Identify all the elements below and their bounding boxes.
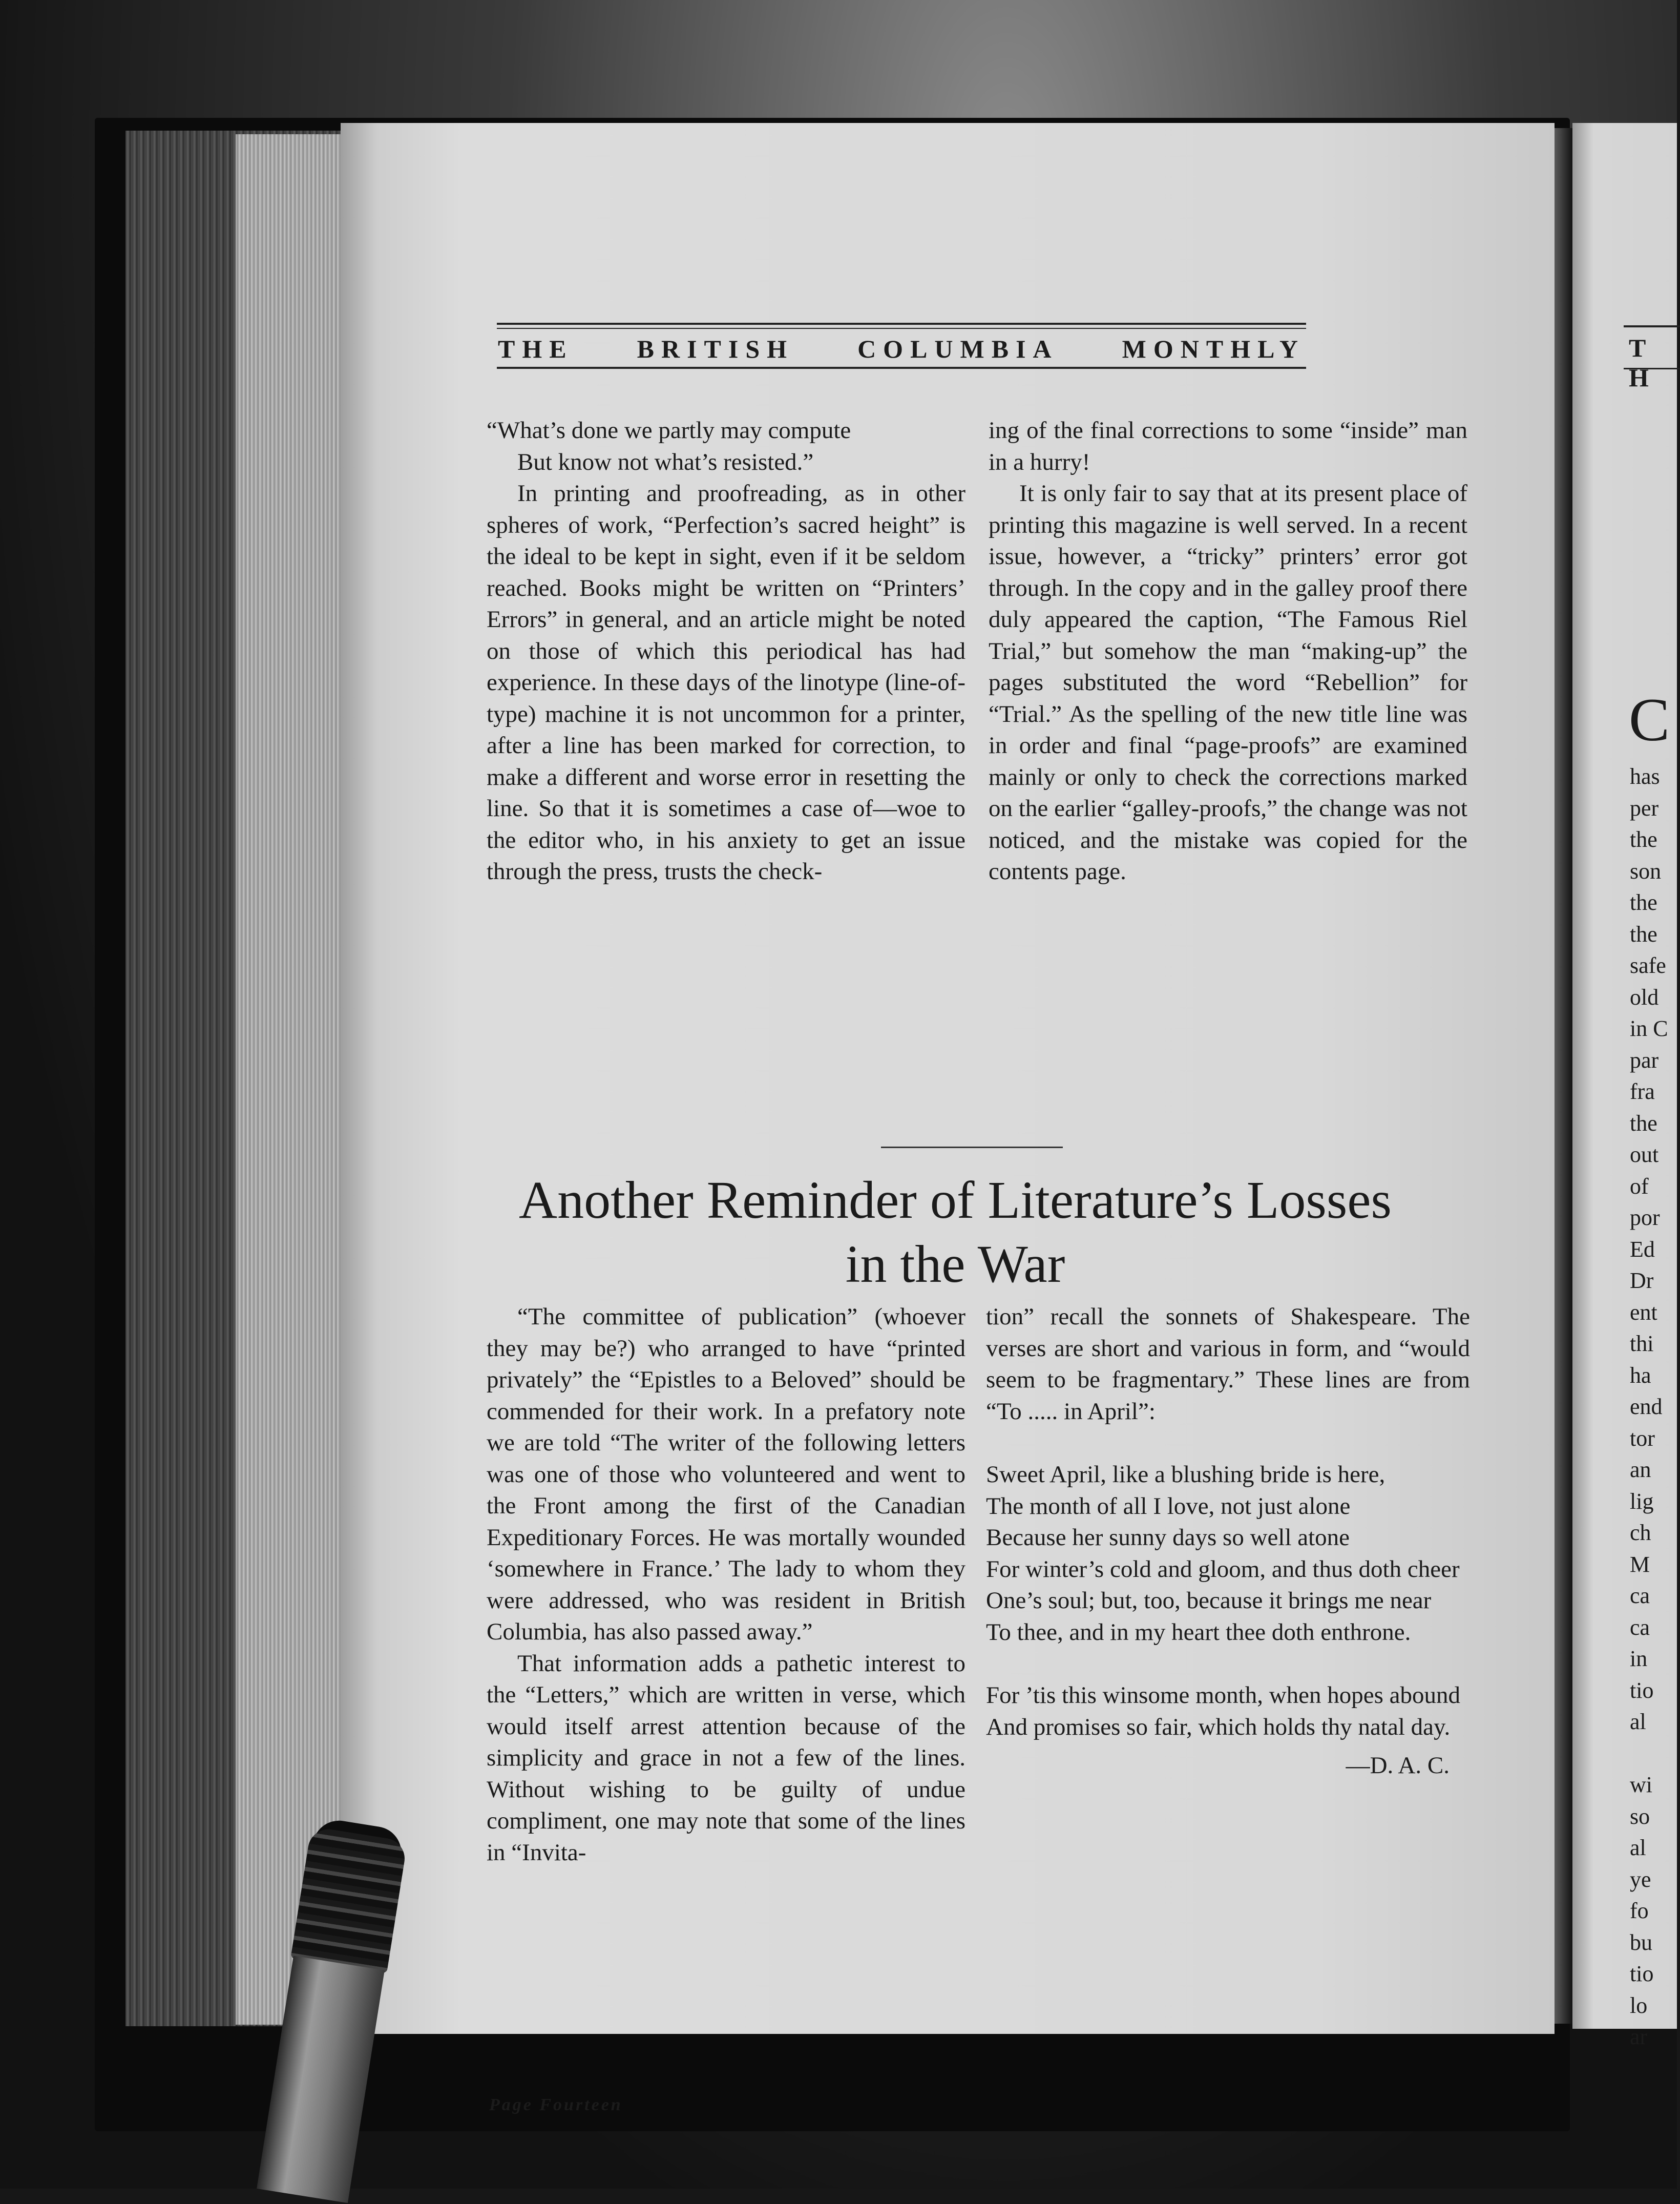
text-fragment-line: fo	[1630, 1898, 1649, 1923]
article-right-column	[986, 1301, 1470, 1782]
text-fragment-line: tio	[1630, 1961, 1654, 1986]
text-fragment-line: wi	[1630, 1772, 1652, 1797]
paragraph: “The committee of publication” (whoever they may be?) who arranged to have “printed privately” the “Epistles to a Beloved” should be commended for their work. In a prefatory note we are told “The writer of the following letters was one of those who volunteered and went to the Front among the first of the Canadian Expeditionary Forces. He was mortally wounded ‘somewhere in France.’ The lady to whom they were addressed, who was resident in British Columbia, has also passed away.”	[487, 1303, 965, 1645]
text-fragment-line: per	[1630, 795, 1659, 821]
text-fragment-line: ha	[1630, 1362, 1651, 1388]
headline-line: in the War	[845, 1235, 1065, 1294]
drop-cap-fragment: C	[1629, 685, 1670, 754]
masthead-rule-fragment	[1624, 368, 1680, 369]
text-fragment-line: the	[1630, 921, 1657, 947]
text-fragment-line: par	[1630, 1047, 1659, 1073]
text-fragment-line: the	[1630, 827, 1657, 852]
text-fragment-line: in	[1630, 1646, 1648, 1671]
page-number: Page Fourteen	[489, 2095, 623, 2114]
text-fragment-line: Ed	[1630, 1236, 1655, 1262]
masthead-top-rule	[497, 323, 1306, 325]
text-fragment-line: the	[1630, 1110, 1657, 1136]
text-fragment-line: por	[1630, 1205, 1660, 1230]
paragraph: tion” recall the sonnets of Shakespeare. The verses are short and various in form, and “would seem to be fragmentary.” These lines are from “To ..... in April”:	[986, 1303, 1470, 1425]
poem-line: One’s soul; but, too, because it brings me near	[986, 1587, 1432, 1614]
masthead-word: COLUMBIA	[857, 335, 1059, 363]
text-fragment-line: ar	[1630, 2024, 1648, 2049]
paragraph: In printing and proofreading, as in other spheres of work, “Perfection’s sacred height” is the ideal to be kept in sight, even if it be seldom reached. Books might be written on “Printers’ Errors” in general, and an article might be noted on those of which this periodical has had experience. In these days of the linotype (line-of-type) machine it is not uncommon for a printer, after a line has been marked for correction, to make a different and worse error in resetting the line. So that it is sometimes a case of—woe to the editor who, in his anxiety to get an issue through the press, trusts the check-	[487, 480, 965, 885]
paragraph: That information adds a pathetic interest to the “Letters,” which are written in verse, which would itself arrest attention because of the simplicity and grace in not a few of the lines. Without wishing to be guilty of undue compliment, one may note that some of the lines in “Invita-	[487, 1650, 965, 1866]
text-fragment-line: son	[1630, 858, 1662, 884]
right-page-fragment	[1572, 123, 1677, 2049]
poem-line: For winter’s cold and gloom, and thus doth cheer	[986, 1555, 1460, 1583]
text-fragment-line: the	[1630, 890, 1657, 915]
text-fragment-line: thi	[1630, 1331, 1654, 1356]
article-left-column	[487, 1301, 965, 1868]
text-fragment-line: end	[1630, 1394, 1663, 1419]
pencil-ferrule	[290, 1826, 407, 1973]
text-fragment-line: ca	[1630, 1614, 1650, 1640]
text-fragment-line	[1630, 1738, 1668, 1770]
text-fragment-line: so	[1630, 1803, 1650, 1829]
text-fragment-line: ent	[1630, 1299, 1657, 1325]
masthead-title	[497, 329, 1306, 367]
text-fragment-line: M	[1630, 1551, 1650, 1577]
text-fragment-line: old	[1630, 984, 1659, 1010]
book-page-edges-highlight	[236, 134, 341, 2025]
text-fragment-line: of	[1630, 1173, 1649, 1199]
left-page	[341, 123, 1555, 2114]
poem	[986, 1459, 1470, 1743]
text-fragment-line: bu	[1630, 1929, 1652, 1955]
text-fragment-line: has	[1630, 764, 1660, 789]
text-fragment-line: an	[1630, 1457, 1651, 1482]
masthead-word: THE	[498, 335, 574, 363]
quote-line: “What’s done we partly may compute	[487, 417, 851, 444]
masthead-word: BRITISH	[637, 335, 794, 363]
paragraph: ing of the final corrections to some “inside” man in a hurry!	[989, 417, 1467, 475]
poem-line: The month of all I love, not just alone	[986, 1492, 1351, 1520]
text-fragment-line: lig	[1630, 1488, 1654, 1514]
text-fragments	[1630, 761, 1668, 2053]
masthead-bottom-rule	[497, 367, 1306, 369]
masthead-word: MONTHLY	[1122, 335, 1305, 363]
poem-line: Because her sunny days so well atone	[986, 1524, 1350, 1551]
article-headline	[469, 1168, 1442, 1296]
poem-line: For ’tis this winsome month, when hopes abound	[986, 1682, 1461, 1709]
poem-line: And promises so fair, which holds thy natal day.	[986, 1713, 1451, 1740]
masthead	[497, 323, 1306, 369]
text-fragment-line: in C	[1630, 1016, 1668, 1041]
section-divider	[881, 1147, 1063, 1148]
text-fragment-line: tio	[1630, 1677, 1654, 1703]
headline-line: Another Reminder of Literature’s Losses	[519, 1171, 1392, 1230]
quote-line: But know not what’s resisted.”	[517, 448, 814, 475]
text-fragment-line: fra	[1630, 1079, 1655, 1104]
author-signature: —D. A. C.	[1346, 1752, 1450, 1779]
text-fragment-line: Dr	[1630, 1268, 1654, 1293]
poem-line: Sweet April, like a blushing bride is here,	[986, 1461, 1385, 1488]
top-right-column	[989, 415, 1467, 888]
text-fragment-line: al	[1630, 1835, 1646, 1860]
text-fragment-line: ca	[1630, 1583, 1650, 1608]
text-fragment-line: ch	[1630, 1520, 1651, 1545]
masthead-fragment: T H	[1629, 334, 1655, 392]
text-fragment-line: safe	[1630, 953, 1666, 978]
text-fragment-line: tor	[1630, 1425, 1655, 1451]
top-left-column	[487, 415, 965, 888]
masthead-rule-fragment	[1624, 325, 1680, 327]
poem-line: To thee, and in my heart thee doth enthrone.	[986, 1618, 1411, 1646]
paragraph: It is only fair to say that at its present place of printing this magazine is well served. In a recent issue, however, a “tricky” printers’ error got through. In the copy and in the galley proof there duly appeared the caption, “The Famous Riel Trial,” but somehow the man “making-up” the pages substituted the word “Rebellion” for “Trial.” As the spelling of the new title line was in order and final “page-proofs” are examined mainly or only to check the corrections marked on the earlier “galley-proofs,” the change was not noticed, and the mistake was copied for the contents page.	[989, 480, 1467, 885]
text-fragment-line: lo	[1630, 1992, 1648, 2018]
text-fragment-line: al	[1630, 1709, 1646, 1734]
text-fragment-line: ye	[1630, 1866, 1651, 1892]
text-fragment-line: out	[1630, 1142, 1659, 1167]
